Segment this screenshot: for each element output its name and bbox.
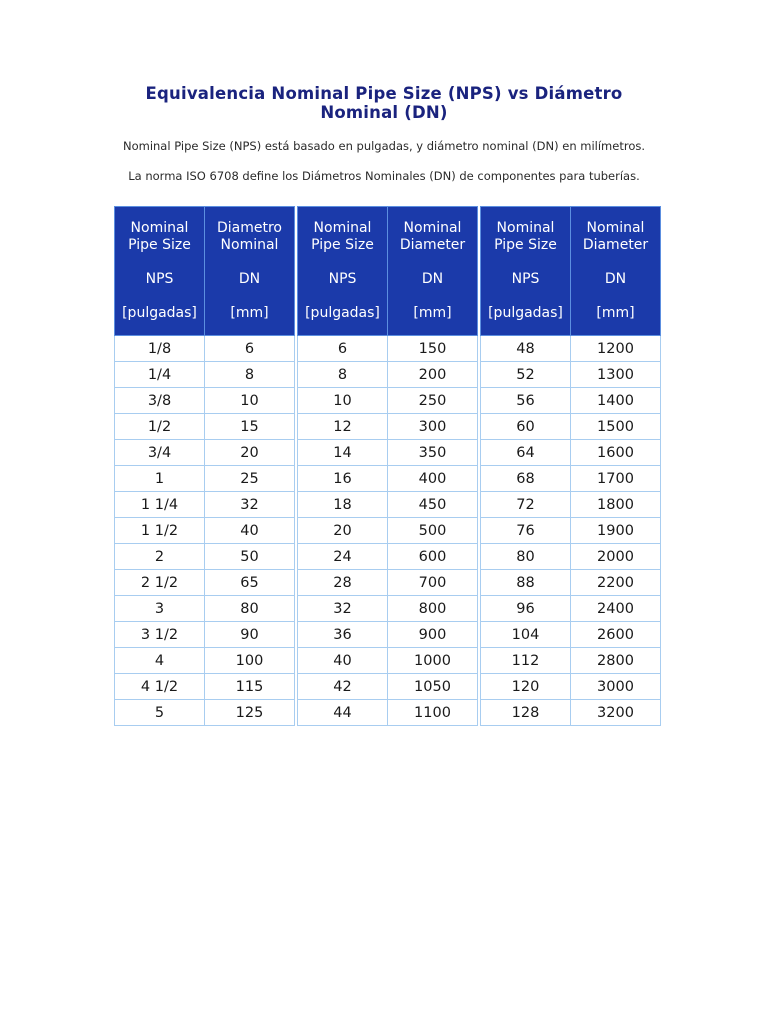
dn-cell: 150 — [387, 336, 478, 362]
nps-cell: 6 — [297, 336, 387, 362]
nps-cell: 8 — [297, 362, 387, 388]
dn-cell: 1800 — [570, 492, 661, 518]
table-row — [297, 622, 478, 648]
dn-cell: 115 — [204, 674, 295, 700]
table-header-row — [297, 206, 478, 336]
dn-cell: 700 — [387, 570, 478, 596]
nps-cell: 32 — [297, 596, 387, 622]
dn-cell: 65 — [204, 570, 295, 596]
equivalence-table-3 — [480, 206, 661, 726]
nps-cell: 42 — [297, 674, 387, 700]
header-dn — [387, 206, 478, 336]
intro-paragraph-nps: Nominal Pipe Size (NPS) está basado en pulgadas, y diámetro nominal (DN) en milímetros. — [122, 139, 645, 153]
header-line2: Pipe Size — [311, 237, 374, 253]
dn-cell: 1050 — [387, 674, 478, 700]
table-row — [480, 414, 661, 440]
table-row — [297, 492, 478, 518]
header-line1: Nominal — [313, 220, 372, 236]
table-row — [114, 492, 295, 518]
header-unit: [pulgadas] — [122, 305, 197, 321]
header-abbr: NPS — [145, 271, 174, 287]
nps-cell: 88 — [480, 570, 570, 596]
nps-cell: 3 — [114, 596, 204, 622]
table-row — [114, 440, 295, 466]
table-row — [480, 622, 661, 648]
nps-cell: 1 1/2 — [114, 518, 204, 544]
dn-cell: 15 — [204, 414, 295, 440]
nps-cell: 2 — [114, 544, 204, 570]
dn-cell: 90 — [204, 622, 295, 648]
table-row — [114, 622, 295, 648]
nps-cell: 120 — [480, 674, 570, 700]
nps-cell: 1/8 — [114, 336, 204, 362]
nps-cell: 2 1/2 — [114, 570, 204, 596]
header-line2: Diameter — [399, 237, 466, 253]
header-line1: Nominal — [586, 220, 645, 236]
dn-cell: 1300 — [570, 362, 661, 388]
table-row — [114, 700, 295, 726]
nps-cell: 104 — [480, 622, 570, 648]
table-row — [480, 388, 661, 414]
table-row — [297, 674, 478, 700]
header-line1: Diametro — [216, 220, 282, 236]
nps-cell: 68 — [480, 466, 570, 492]
header-abbr: NPS — [328, 271, 357, 287]
table-row — [114, 362, 295, 388]
table-row — [297, 388, 478, 414]
nps-cell: 10 — [297, 388, 387, 414]
dn-cell: 1900 — [570, 518, 661, 544]
table-row — [480, 674, 661, 700]
nps-cell: 112 — [480, 648, 570, 674]
dn-cell: 1400 — [570, 388, 661, 414]
nps-cell: 14 — [297, 440, 387, 466]
table-row — [480, 466, 661, 492]
dn-cell: 2800 — [570, 648, 661, 674]
header-unit: [pulgadas] — [488, 305, 563, 321]
header-dn — [204, 206, 295, 336]
nps-cell: 4 — [114, 648, 204, 674]
header-line2: Nominal — [220, 237, 279, 253]
nps-cell: 80 — [480, 544, 570, 570]
table-row — [114, 466, 295, 492]
table-row — [114, 544, 295, 570]
dn-cell: 20 — [204, 440, 295, 466]
dn-cell: 10 — [204, 388, 295, 414]
table-row — [297, 518, 478, 544]
dn-cell: 600 — [387, 544, 478, 570]
table-row — [297, 700, 478, 726]
nps-cell: 56 — [480, 388, 570, 414]
header-unit: [pulgadas] — [305, 305, 380, 321]
header-line1: Nominal — [130, 220, 189, 236]
table-row — [480, 570, 661, 596]
nps-cell: 28 — [297, 570, 387, 596]
dn-cell: 500 — [387, 518, 478, 544]
nps-cell: 48 — [480, 336, 570, 362]
nps-cell: 5 — [114, 700, 204, 726]
nps-cell: 12 — [297, 414, 387, 440]
table-row — [114, 648, 295, 674]
table-row — [297, 336, 478, 362]
table-row — [114, 336, 295, 362]
dn-cell: 50 — [204, 544, 295, 570]
table-row — [480, 362, 661, 388]
dn-cell: 80 — [204, 596, 295, 622]
nps-cell: 72 — [480, 492, 570, 518]
nps-cell: 1/2 — [114, 414, 204, 440]
nps-cell: 16 — [297, 466, 387, 492]
header-nps — [480, 206, 570, 336]
table-row — [480, 648, 661, 674]
dn-cell: 400 — [387, 466, 478, 492]
dn-cell: 250 — [387, 388, 478, 414]
dn-cell: 125 — [204, 700, 295, 726]
table-row — [480, 518, 661, 544]
dn-cell: 1500 — [570, 414, 661, 440]
nps-cell: 36 — [297, 622, 387, 648]
dn-cell: 25 — [204, 466, 295, 492]
equivalence-table-1 — [114, 206, 295, 726]
nps-cell: 20 — [297, 518, 387, 544]
nps-cell: 40 — [297, 648, 387, 674]
table-row — [297, 440, 478, 466]
dn-cell: 8 — [204, 362, 295, 388]
table-row — [114, 388, 295, 414]
header-abbr: DN — [421, 271, 444, 287]
dn-cell: 200 — [387, 362, 478, 388]
header-unit: [mm] — [596, 305, 635, 321]
nps-cell: 1 1/4 — [114, 492, 204, 518]
header-abbr: DN — [604, 271, 627, 287]
header-unit: [mm] — [413, 305, 452, 321]
dn-cell: 2600 — [570, 622, 661, 648]
table-row — [297, 414, 478, 440]
table-row — [114, 518, 295, 544]
table-row — [480, 492, 661, 518]
header-dn — [570, 206, 661, 336]
table-row — [480, 700, 661, 726]
table-row — [480, 336, 661, 362]
nps-cell: 96 — [480, 596, 570, 622]
table-row — [297, 570, 478, 596]
equivalence-table-2 — [297, 206, 478, 726]
page-title: Equivalencia Nominal Pipe Size (NPS) vs Diámetro Nominal (DN) — [145, 84, 623, 122]
table-row — [480, 596, 661, 622]
dn-cell: 350 — [387, 440, 478, 466]
dn-cell: 2400 — [570, 596, 661, 622]
header-abbr: DN — [238, 271, 261, 287]
nps-cell: 3 1/2 — [114, 622, 204, 648]
nps-cell: 52 — [480, 362, 570, 388]
header-unit: [mm] — [230, 305, 269, 321]
dn-cell: 900 — [387, 622, 478, 648]
table-row — [114, 596, 295, 622]
nps-cell: 3/8 — [114, 388, 204, 414]
dn-cell: 450 — [387, 492, 478, 518]
nps-cell: 64 — [480, 440, 570, 466]
dn-cell: 40 — [204, 518, 295, 544]
dn-cell: 2200 — [570, 570, 661, 596]
nps-cell: 24 — [297, 544, 387, 570]
nps-cell: 1/4 — [114, 362, 204, 388]
dn-cell: 1600 — [570, 440, 661, 466]
header-line2: Pipe Size — [494, 237, 557, 253]
dn-cell: 32 — [204, 492, 295, 518]
table-row — [114, 570, 295, 596]
header-line1: Nominal — [496, 220, 555, 236]
header-line2: Pipe Size — [128, 237, 191, 253]
nps-cell: 76 — [480, 518, 570, 544]
dn-cell: 1200 — [570, 336, 661, 362]
intro-paragraph-iso: La norma ISO 6708 define los Diámetros Nominales (DN) de componentes para tuberías. — [128, 169, 640, 183]
dn-cell: 2000 — [570, 544, 661, 570]
table-row — [480, 440, 661, 466]
dn-cell: 1100 — [387, 700, 478, 726]
header-nps — [297, 206, 387, 336]
header-abbr: NPS — [511, 271, 540, 287]
dn-cell: 1700 — [570, 466, 661, 492]
table-header-row — [114, 206, 295, 336]
dn-cell: 100 — [204, 648, 295, 674]
dn-cell: 6 — [204, 336, 295, 362]
header-line1: Nominal — [403, 220, 462, 236]
dn-cell: 300 — [387, 414, 478, 440]
table-header-row — [480, 206, 661, 336]
table-row — [297, 544, 478, 570]
table-row — [297, 466, 478, 492]
nps-cell: 1 — [114, 466, 204, 492]
dn-cell: 3000 — [570, 674, 661, 700]
table-row — [480, 544, 661, 570]
table-row — [297, 648, 478, 674]
table-row — [114, 674, 295, 700]
nps-cell: 60 — [480, 414, 570, 440]
dn-cell: 3200 — [570, 700, 661, 726]
header-line2: Diameter — [582, 237, 649, 253]
nps-cell: 3/4 — [114, 440, 204, 466]
table-row — [297, 362, 478, 388]
nps-cell: 128 — [480, 700, 570, 726]
dn-cell: 800 — [387, 596, 478, 622]
nps-cell: 4 1/2 — [114, 674, 204, 700]
table-row — [114, 414, 295, 440]
nps-cell: 18 — [297, 492, 387, 518]
nps-cell: 44 — [297, 700, 387, 726]
table-row — [297, 596, 478, 622]
dn-cell: 1000 — [387, 648, 478, 674]
header-nps — [114, 206, 204, 336]
